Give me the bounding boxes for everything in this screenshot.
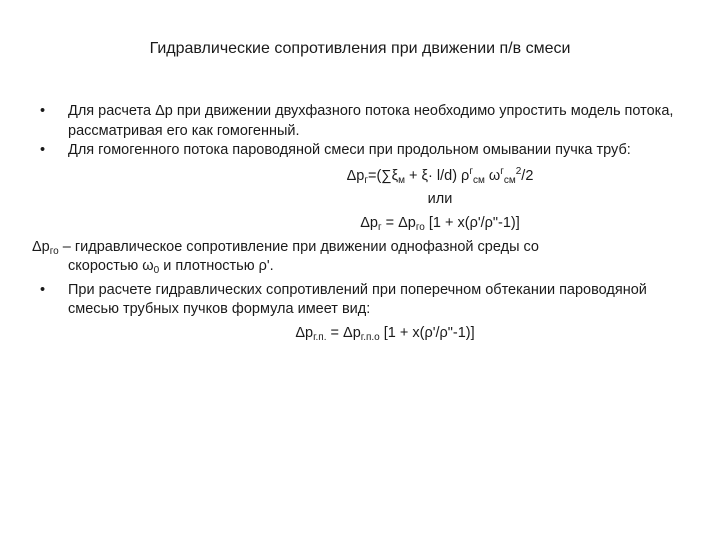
bullet-item-1 [40,102,690,141]
slide-content [32,102,690,344]
formula-homogeneous-alt: $\Delta p_г = \Delta p_{го}$ [1 + x(ρ'/ρ"-1)] [360,214,520,233]
or-text: или [427,191,453,208]
formula-crossflow: $\Delta p_{г.п.} = \Delta p_{г.п.о}$ [1 + x(ρ'/ρ"-1)] [295,324,475,343]
bullet-text-1: Для расчета Δp при движении двухфазного потока необходимо упростить модель потока, рассматривая его как гомогенный. [68,103,674,139]
definition-line-1: $\Delta p_{го}$ – гидравлическое сопротивление при движении однофазной среды со [32,238,539,257]
bullet-marker: • [40,281,46,298]
bullet-marker: • [40,103,46,119]
bullet-text-3: При расчете гидравлических сопротивлений при поперечном обтекании пароводяной смесью трубных пучков формула имеет вид: [68,281,647,318]
formula-homogeneous: $\Delta p_г=(\sum\xi_м + \xi\cdot l/d)$ $\rho^г_{см}$ $\omega^г_{см}^2/2$ [346,165,534,186]
definition-line-2: скоростью $\omega_0$ и плотностью ρ'. [68,258,274,277]
bullet-marker: • [40,142,46,159]
bullet-item-3 [40,281,690,320]
bullet-text-2: Для гомогенного потока пароводяной смеси при продольном омывании пучка труб: [68,142,631,159]
slide-title: Гидравлические сопротивления при движении п/в смеси [149,40,571,57]
bullet-item-2 [40,141,690,161]
